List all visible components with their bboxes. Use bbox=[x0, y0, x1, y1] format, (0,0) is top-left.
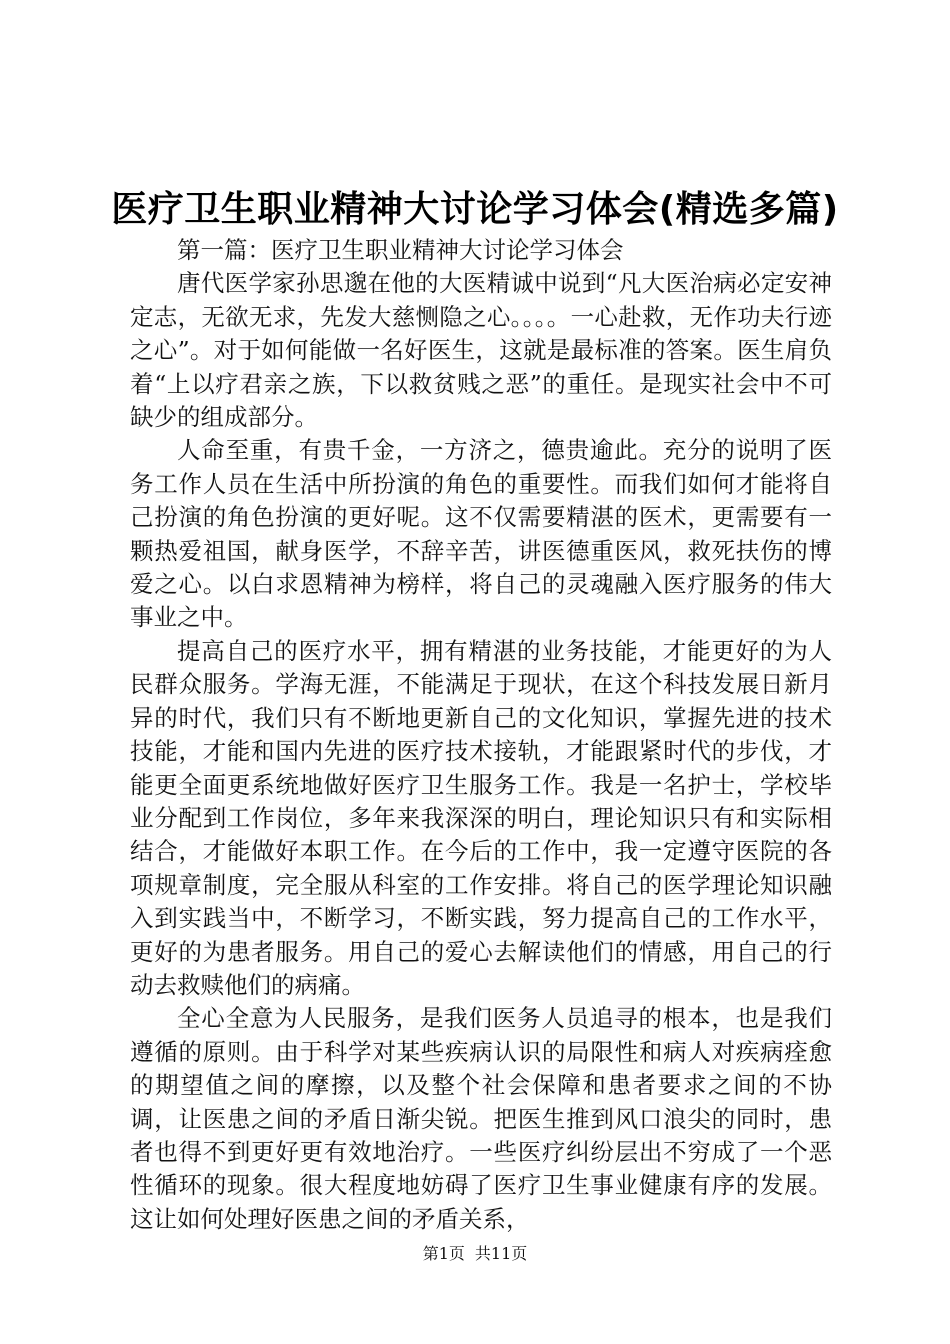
page-number: 第1页 bbox=[422, 1244, 465, 1263]
paragraph-4: 全心全意为人民服务，是我们医务人员追寻的根本，也是我们遵循的原则。由于科学对某些疾病认识的局限性和病人对疾病痊愈的期望值之间的摩擦，以及整个社会保障和患者要求之间的不协调，让医患之间的矛盾日渐尖锐。把医生推到风口浪尖的同时，患者也得不到更好更有效地治疗。一些医疗纠纷层出不穷成了一个恶性循环的现象。很大程度地妨碍了医疗卫生事业健康有序的发展。这让如何处理好医患之间的矛盾关系， bbox=[130, 1004, 832, 1233]
paragraph-1: 唐代医学家孙思邈在他的大医精诚中说到“凡大医治病必定安神定志，无欲无求，先发大慈恻隐之心。。。。一心赴救，无作功夫行迹之心”。对于如何能做一名好医生，这就是最标准的答案。医生肩负着“上以疗君亲之族，下以救贫贱之恶”的重任。是现实社会中不可缺少的组成部分。 bbox=[130, 269, 832, 432]
paragraph-3: 提高自己的医疗水平，拥有精湛的业务技能，才能更好的为人民群众服务。学海无涯，不能满足于现状，在这个科技发展日新月异的时代，我们只有不断地更新自己的文化知识，掌握先进的技术技能，才能和国内先进的医疗技术接轨，才能跟紧时代的步伐，才能更全面更系统地做好医疗卫生服务工作。我是一名护士，学校毕业分配到工作岗位，多年来我深深的明白，理论知识只有和实际相结合，才能做好本职工作。在今后的工作中，我一定遵守医院的各项规章制度，完全服从科室的工作安排。将自己的医学理论知识融入到实践当中，不断学习，不断实践，努力提高自己的工作水平，更好的为患者服务。用自己的爱心去解读他们的情感，用自己的行动去救赎他们的病痛。 bbox=[130, 636, 832, 999]
page-footer bbox=[0, 1242, 950, 1266]
page-total: 共11页 bbox=[474, 1244, 528, 1263]
document-body bbox=[130, 234, 832, 1236]
document-title: 医疗卫生职业精神大讨论学习体会(精选多篇) bbox=[111, 189, 839, 230]
section-heading: 第一篇：医疗卫生职业精神大讨论学习体会 bbox=[177, 236, 624, 264]
paragraph-2: 人命至重，有贵千金，一方济之，德贵逾此。充分的说明了医务工作人员在生活中所扮演的角色的重要性。而我们如何才能将自己扮演的角色扮演的更好呢。这不仅需要精湛的医术，更需要有一颗热爱祖国，献身医学，不辞辛苦，讲医德重医风，救死扶伤的博爱之心。以白求恩精神为榜样，将自己的灵魂融入医疗服务的伟大事业之中。 bbox=[130, 436, 832, 632]
